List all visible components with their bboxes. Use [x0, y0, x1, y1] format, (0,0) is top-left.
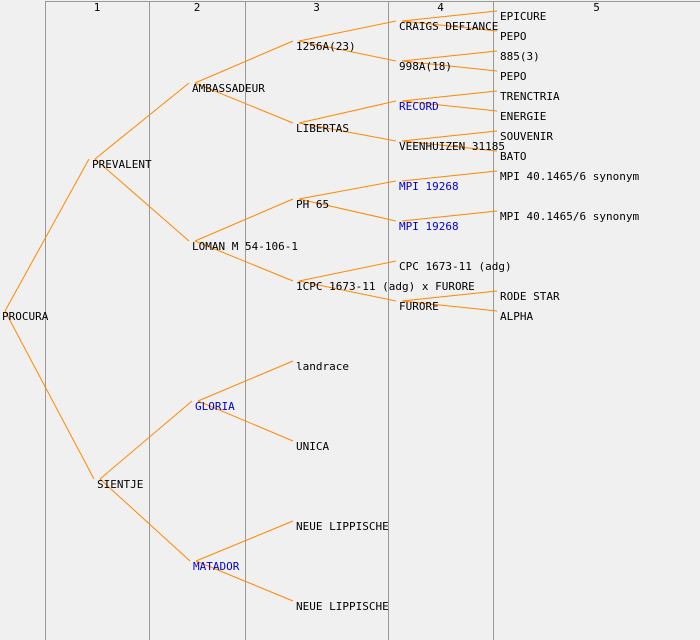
- node-prevalent: PREVALENT: [92, 158, 152, 171]
- node-souvenir: SOUVENIR: [500, 130, 553, 143]
- column-header-3: 3: [313, 1, 320, 14]
- node-veenhuizen: VEENHUIZEN 31185: [399, 140, 505, 153]
- node-neue2: NEUE LIPPISCHE: [296, 600, 389, 613]
- edge-libertas-to-record: [299, 101, 396, 123]
- node-record[interactable]: RECORD: [399, 100, 439, 113]
- edge-sientje-to-gloria: [100, 401, 192, 479]
- node-bato: BATO: [500, 150, 527, 163]
- node-ph65: PH 65: [296, 198, 330, 211]
- node-syn1: MPI 40.1465/6 synonym: [500, 170, 640, 183]
- node-syn2: MPI 40.1465/6 synonym: [500, 210, 640, 223]
- node-gloria[interactable]: GLORIA: [195, 400, 235, 413]
- edge-n1256a-to-craigs: [299, 21, 396, 41]
- node-libertas: LIBERTAS: [296, 122, 349, 135]
- edge-prevalent-to-lomanm: [95, 159, 189, 241]
- node-pepo1: PEPO: [500, 30, 527, 43]
- edge-matador-to-neue1: [196, 521, 293, 561]
- node-ambassadeur: AMBASSADEUR: [192, 82, 265, 95]
- edge-lomanm-to-ph65: [195, 199, 293, 241]
- edge-prevalent-to-ambassadeur: [95, 83, 189, 159]
- column-header-5: 5: [593, 1, 600, 14]
- edge-ph65-to-mpi1: [299, 181, 396, 199]
- node-sientje: SIENTJE: [97, 478, 144, 491]
- edge-procura-to-prevalent: [5, 159, 89, 311]
- node-lomanm: LOMAN M 54-106-1: [192, 240, 298, 253]
- column-header-4: 4: [437, 1, 444, 14]
- node-trenctria: TRENCTRIA: [500, 90, 560, 103]
- column-header-2: 2: [193, 1, 201, 14]
- node-pepo2: PEPO: [500, 70, 527, 83]
- node-procura: PROCURA: [2, 310, 49, 323]
- node-rodestar: RODE STAR: [500, 290, 560, 303]
- node-n998a: 998A(18): [399, 60, 452, 73]
- node-mpi2[interactable]: MPI 19268: [399, 220, 459, 233]
- node-epicure: EPICURE: [500, 10, 547, 23]
- node-landrace: landrace: [296, 360, 349, 373]
- node-energie: ENERGIE: [500, 110, 547, 123]
- node-alpha: ALPHA: [500, 310, 534, 323]
- node-matador[interactable]: MATADOR: [193, 560, 240, 573]
- node-mpi1[interactable]: MPI 19268: [399, 180, 459, 193]
- node-unica: UNICA: [296, 440, 330, 453]
- node-craigs: CRAIGS DEFIANCE: [399, 20, 499, 33]
- edge-ambassadeur-to-n1256a: [195, 41, 293, 83]
- column-header-1: 1: [93, 1, 101, 14]
- node-cpc: CPC 1673-11 (adg): [399, 260, 512, 273]
- edge-sientje-to-matador: [100, 479, 190, 561]
- edge-cpcxfurore-to-cpc: [299, 261, 396, 281]
- node-neue1: NEUE LIPPISCHE: [296, 520, 389, 533]
- node-furore: FURORE: [399, 300, 439, 313]
- node-cpcxfurore: 1CPC 1673-11 (adg) x FURORE: [296, 280, 475, 293]
- node-n1256a: 1256A(23): [296, 40, 356, 53]
- edge-procura-to-sientje: [5, 311, 94, 479]
- node-n885: 885(3): [500, 50, 540, 63]
